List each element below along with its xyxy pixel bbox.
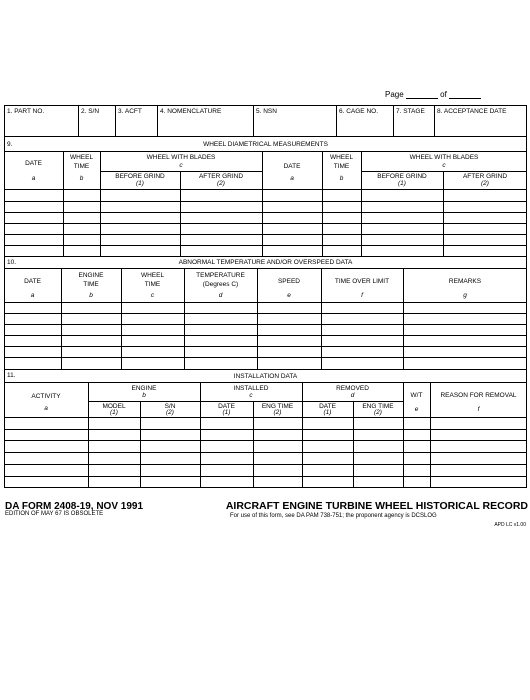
s10-engine-header: ENGINE bbox=[78, 272, 104, 279]
s9-before-grind-2: BEFORE GRIND bbox=[377, 173, 427, 180]
section10-title: ABNORMAL TEMPERATURE AND/OR OVERSPEED DATA bbox=[178, 259, 353, 266]
s9-blades-letter: c bbox=[179, 162, 183, 169]
s11-model-num: (1) bbox=[110, 409, 118, 416]
apd-version: APD LC v1.00 bbox=[494, 522, 526, 528]
s9-date-header: DATE bbox=[25, 160, 42, 167]
s10-temperature-letter: d bbox=[218, 292, 223, 299]
section9-title: WHEEL DIAMETRICAL MEASUREMENTS bbox=[203, 141, 328, 148]
s9-time-header-2: TIME bbox=[333, 163, 350, 170]
s11-installed-header: INSTALLED bbox=[233, 385, 269, 392]
s11-sn-header: S/N bbox=[164, 403, 176, 410]
s10-engine-time-header: TIME bbox=[83, 281, 99, 288]
page-of-label: of bbox=[440, 90, 447, 99]
s10-temperature-unit: (Degrees C) bbox=[202, 281, 239, 288]
s11-inst-date-num: (1) bbox=[222, 409, 231, 416]
s9-date-header-2: DATE bbox=[283, 163, 301, 170]
s9-blades-header: WHEEL WITH BLADES bbox=[146, 154, 216, 161]
s11-activity-header: ACTIVITY bbox=[31, 393, 61, 400]
section11-number: 11. bbox=[7, 372, 16, 379]
s11-removed-header: REMOVED bbox=[336, 385, 369, 392]
s10-wheel-header: WHEEL bbox=[140, 272, 165, 279]
s11-installed-letter: c bbox=[249, 392, 253, 399]
field-acft[interactable]: 3. ACFT bbox=[118, 108, 142, 115]
s9-blades-letter-2: c bbox=[442, 162, 446, 169]
s11-reason-letter: f bbox=[477, 406, 480, 413]
s9-wheel-header-2: WHEEL bbox=[329, 154, 354, 161]
s9-before-num-2: (1) bbox=[398, 180, 406, 187]
s9-after-num-2: (2) bbox=[481, 180, 489, 187]
s10-speed-letter: e bbox=[287, 292, 291, 299]
s10-wheel-time-header: TIME bbox=[144, 281, 161, 288]
s10-engine-letter: b bbox=[89, 292, 93, 299]
form-id: DA FORM 2408-19, NOV 1991 bbox=[5, 501, 144, 512]
s9-before-num: (1) bbox=[136, 180, 144, 187]
s9-wheel-header: WHEEL bbox=[69, 154, 94, 161]
s11-rem-date-num: (1) bbox=[323, 409, 332, 416]
s10-time-over-limit-letter: f bbox=[361, 292, 363, 299]
s9-date-letter-2: a bbox=[290, 175, 294, 182]
s10-remarks-header: REMARKS bbox=[448, 278, 482, 285]
s10-date-letter: a bbox=[30, 292, 35, 299]
s10-remarks-letter: g bbox=[463, 292, 467, 299]
s11-inst-date-header: DATE bbox=[218, 403, 235, 410]
field-cage-no[interactable]: 6. CAGE NO. bbox=[339, 108, 379, 115]
s10-time-over-limit-header: TIME OVER LIMIT bbox=[334, 278, 390, 285]
s11-sn-num: (2) bbox=[166, 409, 174, 416]
form-title: AIRCRAFT ENGINE TURBINE WHEEL HISTORICAL RECORD bbox=[225, 500, 528, 512]
page-total-field[interactable] bbox=[449, 90, 481, 99]
s9-wheel-letter: b bbox=[79, 175, 84, 182]
section10-number: 10. bbox=[7, 259, 17, 266]
page-indicator bbox=[385, 90, 481, 99]
s10-date-header: DATE bbox=[24, 278, 41, 285]
page-label: Page bbox=[385, 90, 404, 99]
s11-rem-eng-num: (2) bbox=[374, 409, 382, 416]
s11-engine-header: ENGINE bbox=[131, 385, 157, 392]
page-number-field[interactable] bbox=[406, 90, 438, 99]
s11-wt-letter: e bbox=[414, 406, 419, 413]
s9-wheel-letter-2: b bbox=[339, 175, 344, 182]
s9-date-letter: a bbox=[31, 175, 36, 182]
field-part-no[interactable]: 1. PART NO. bbox=[7, 108, 45, 115]
field-sn[interactable]: 2. S/N bbox=[81, 108, 100, 115]
s9-after-grind: AFTER GRIND bbox=[198, 173, 244, 180]
s10-temperature-header: TEMPERATURE bbox=[196, 272, 245, 279]
s11-model-header: MODEL bbox=[102, 403, 126, 410]
field-acceptance-date[interactable]: 8. ACCEPTANCE DATE bbox=[437, 108, 507, 115]
s11-reason-header: REASON FOR REMOVAL bbox=[440, 392, 517, 399]
s9-time-header: TIME bbox=[73, 163, 90, 170]
s11-removed-letter: d bbox=[350, 392, 355, 399]
s9-blades-header-2: WHEEL WITH BLADES bbox=[409, 154, 479, 161]
s10-speed-header: SPEED bbox=[277, 278, 301, 285]
s11-engine-letter: b bbox=[142, 392, 146, 399]
edition-note: EDITION OF MAY 67 IS OBSOLETE bbox=[5, 511, 104, 517]
s10-wheel-letter: c bbox=[150, 292, 155, 299]
s11-rem-eng-header: ENG TIME bbox=[362, 403, 394, 410]
field-nomenclature[interactable]: 4. NOMENCLATURE bbox=[160, 108, 222, 115]
field-nsn[interactable]: 5. NSN bbox=[256, 108, 277, 115]
s11-rem-date-header: DATE bbox=[319, 403, 336, 410]
s11-inst-eng-num: (2) bbox=[273, 409, 282, 416]
s9-after-grind-2: AFTER GRIND bbox=[462, 173, 508, 180]
s11-wt-header: W/T bbox=[410, 392, 423, 399]
s9-after-num: (2) bbox=[217, 180, 225, 187]
field-stage[interactable]: 7. STAGE bbox=[396, 108, 425, 115]
section11-title: INSTALLATION DATA bbox=[233, 373, 298, 380]
s11-activity-letter: a bbox=[44, 405, 48, 412]
section9-number: 9. bbox=[7, 141, 13, 148]
form-instruction: For use of this form, see DA PAM 738-751; the proponent agency is DCSLOG bbox=[230, 513, 437, 519]
s9-before-grind: BEFORE GRIND bbox=[115, 173, 165, 180]
s11-inst-eng-header: ENG TIME bbox=[261, 403, 294, 410]
